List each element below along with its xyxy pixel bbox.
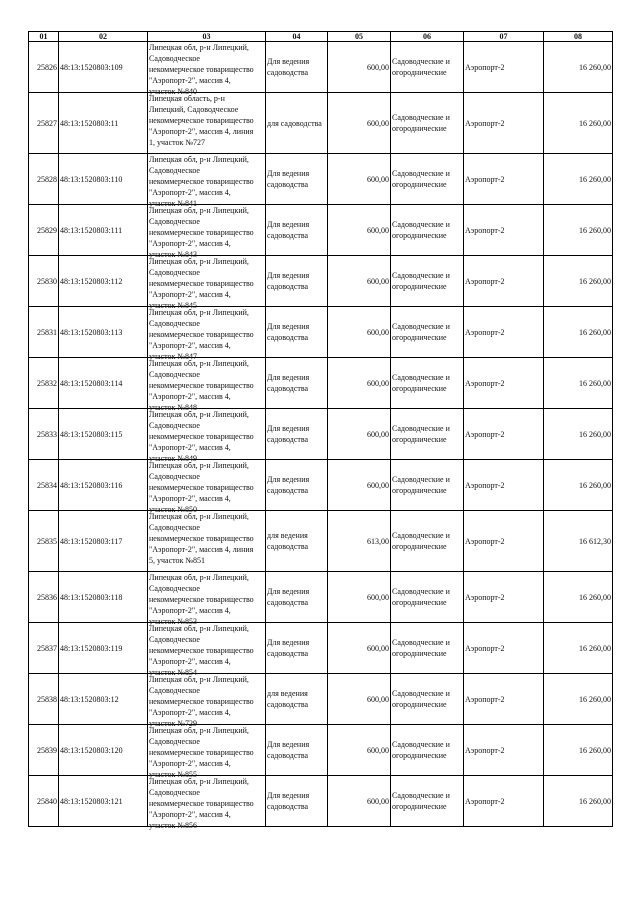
location-name: Аэропорт-2 bbox=[464, 358, 544, 409]
address-text: Липецкая обл, р-н Липецкий, Садоводческое некоммерческое товарищество "Аэропорт-2", массив 4, участок №841 bbox=[149, 155, 254, 208]
row-number: 25826 bbox=[29, 42, 59, 93]
address-text: Липецкая обл, р-н Липецкий, Садоводческое некоммерческое товарищество "Аэропорт-2", массив 4, участок №849 bbox=[149, 410, 254, 463]
column-header-07: 07 bbox=[464, 32, 544, 42]
table-row bbox=[29, 674, 613, 725]
cadastral-number: 48:13:1520803:12 bbox=[59, 674, 148, 725]
table-row bbox=[29, 572, 613, 623]
cadastral-number: 48:13:1520803:111 bbox=[59, 205, 148, 256]
area-value: 600,00 bbox=[328, 42, 391, 93]
row-number: 25840 bbox=[29, 776, 59, 827]
area-value: 600,00 bbox=[328, 776, 391, 827]
address-cell bbox=[148, 776, 266, 830]
address-cell bbox=[148, 42, 266, 96]
address-text: Липецкая обл, р-н Липецкий, Садоводческое некоммерческое товарищество "Аэропорт-2", массив 4, участок №729 bbox=[149, 675, 254, 728]
column-header-08: 08 bbox=[544, 32, 613, 42]
land-category: Садоводческие и огороднические bbox=[391, 674, 464, 725]
land-category: Садоводческие и огороднические bbox=[391, 623, 464, 674]
cadastral-number: 48:13:1520803:116 bbox=[59, 460, 148, 511]
permitted-use: для ведения садоводства bbox=[266, 674, 328, 725]
address-text: Липецкая обл, р-н Липецкий, Садоводческое некоммерческое товарищество "Аэропорт-2", массив 4, участок №855 bbox=[149, 726, 254, 779]
column-header-03: 03 bbox=[148, 32, 266, 42]
cadastral-value: 16 260,00 bbox=[544, 154, 613, 205]
row-number: 25829 bbox=[29, 205, 59, 256]
area-value: 600,00 bbox=[328, 358, 391, 409]
address-cell bbox=[148, 154, 266, 208]
address-text: Липецкая обл, р-н Липецкий, Садоводческое некоммерческое товарищество "Аэропорт-2", массив 4, участок №848 bbox=[149, 359, 254, 412]
cadastral-value: 16 260,00 bbox=[544, 776, 613, 827]
row-number: 25833 bbox=[29, 409, 59, 460]
address-text: Липецкая область, р-н Липецкий, Садоводческое некоммерческое товарищество "Аэропорт-2", массив 4, линия 1, участок №727 bbox=[149, 94, 254, 147]
permitted-use: для садоводства bbox=[266, 93, 328, 154]
land-category: Садоводческие и огороднические bbox=[391, 572, 464, 623]
location-name: Аэропорт-2 bbox=[464, 409, 544, 460]
address-text: Липецкая обл, р-н Липецкий, Садоводческое некоммерческое товарищество "Аэропорт-2", массив 4, участок №847 bbox=[149, 308, 254, 361]
land-category: Садоводческие и огороднические bbox=[391, 307, 464, 358]
land-category: Садоводческие и огороднические bbox=[391, 154, 464, 205]
cadastral-number: 48:13:1520803:109 bbox=[59, 42, 148, 93]
address-cell bbox=[148, 256, 266, 310]
area-value: 600,00 bbox=[328, 674, 391, 725]
cadastral-value: 16 260,00 bbox=[544, 256, 613, 307]
address-cell bbox=[148, 205, 266, 259]
area-value: 600,00 bbox=[328, 93, 391, 154]
row-number: 25838 bbox=[29, 674, 59, 725]
area-value: 600,00 bbox=[328, 307, 391, 358]
permitted-use: Для ведения садоводства bbox=[266, 409, 328, 460]
area-value: 600,00 bbox=[328, 205, 391, 256]
area-value: 600,00 bbox=[328, 725, 391, 776]
location-name: Аэропорт-2 bbox=[464, 307, 544, 358]
location-name: Аэропорт-2 bbox=[464, 205, 544, 256]
cadastral-number: 48:13:1520803:120 bbox=[59, 725, 148, 776]
cadastral-value: 16 260,00 bbox=[544, 674, 613, 725]
cadastral-number: 48:13:1520803:114 bbox=[59, 358, 148, 409]
address-text: Липецкая обл, р-н Липецкий, Садоводческое некоммерческое товарищество "Аэропорт-2", массив 4, линия 5, участок №851 bbox=[149, 512, 254, 565]
cadastral-value: 16 260,00 bbox=[544, 358, 613, 409]
area-value: 600,00 bbox=[328, 572, 391, 623]
cadastral-number: 48:13:1520803:117 bbox=[59, 511, 148, 572]
permitted-use: Для ведения садоводства bbox=[266, 42, 328, 93]
address-cell bbox=[148, 307, 266, 361]
permitted-use: Для ведения садоводства bbox=[266, 776, 328, 827]
cadastral-value: 16 612,30 bbox=[544, 511, 613, 572]
cadastral-number: 48:13:1520803:121 bbox=[59, 776, 148, 827]
cadastral-number: 48:13:1520803:118 bbox=[59, 572, 148, 623]
address-cell bbox=[148, 358, 266, 412]
cadastral-value: 16 260,00 bbox=[544, 205, 613, 256]
row-number: 25830 bbox=[29, 256, 59, 307]
location-name: Аэропорт-2 bbox=[464, 623, 544, 674]
location-name: Аэропорт-2 bbox=[464, 511, 544, 572]
row-number: 25827 bbox=[29, 93, 59, 154]
address-cell bbox=[148, 511, 266, 572]
row-number: 25828 bbox=[29, 154, 59, 205]
row-number: 25832 bbox=[29, 358, 59, 409]
permitted-use: Для ведения садоводства bbox=[266, 154, 328, 205]
cadastral-value: 16 260,00 bbox=[544, 460, 613, 511]
header-row bbox=[29, 32, 613, 42]
land-parcel-table bbox=[28, 31, 613, 830]
table-row bbox=[29, 42, 613, 93]
land-category: Садоводческие и огороднические bbox=[391, 42, 464, 93]
address-text: Липецкая обл, р-н Липецкий, Садоводческое некоммерческое товарищество "Аэропорт-2", массив 4, участок №854 bbox=[149, 624, 254, 677]
cadastral-value: 16 260,00 bbox=[544, 42, 613, 93]
address-cell bbox=[148, 725, 266, 779]
row-number: 25839 bbox=[29, 725, 59, 776]
table-row bbox=[29, 205, 613, 256]
location-name: Аэропорт-2 bbox=[464, 154, 544, 205]
location-name: Аэропорт-2 bbox=[464, 93, 544, 154]
table-row bbox=[29, 307, 613, 358]
permitted-use: Для ведения садоводства bbox=[266, 205, 328, 256]
area-value: 613,00 bbox=[328, 511, 391, 572]
cadastral-number: 48:13:1520803:110 bbox=[59, 154, 148, 205]
area-value: 600,00 bbox=[328, 256, 391, 307]
permitted-use: Для ведения садоводства bbox=[266, 460, 328, 511]
table-row bbox=[29, 623, 613, 674]
cadastral-value: 16 260,00 bbox=[544, 623, 613, 674]
permitted-use: Для ведения садоводства bbox=[266, 358, 328, 409]
row-number: 25836 bbox=[29, 572, 59, 623]
address-cell bbox=[148, 674, 266, 728]
row-number: 25831 bbox=[29, 307, 59, 358]
column-header-02: 02 bbox=[59, 32, 148, 42]
land-category: Садоводческие и огороднические bbox=[391, 358, 464, 409]
table-row bbox=[29, 409, 613, 460]
column-header-04: 04 bbox=[266, 32, 328, 42]
address-cell bbox=[148, 623, 266, 677]
land-category: Садоводческие и огороднические bbox=[391, 93, 464, 154]
location-name: Аэропорт-2 bbox=[464, 572, 544, 623]
land-category: Садоводческие и огороднические bbox=[391, 511, 464, 572]
cadastral-number: 48:13:1520803:112 bbox=[59, 256, 148, 307]
location-name: Аэропорт-2 bbox=[464, 42, 544, 93]
area-value: 600,00 bbox=[328, 409, 391, 460]
table-row bbox=[29, 460, 613, 511]
address-cell bbox=[148, 460, 266, 514]
permitted-use: Для ведения садоводства bbox=[266, 623, 328, 674]
area-value: 600,00 bbox=[328, 154, 391, 205]
address-cell bbox=[148, 572, 266, 626]
cadastral-value: 16 260,00 bbox=[544, 409, 613, 460]
location-name: Аэропорт-2 bbox=[464, 256, 544, 307]
cadastral-number: 48:13:1520803:115 bbox=[59, 409, 148, 460]
table-row bbox=[29, 776, 613, 827]
land-category: Садоводческие и огороднические bbox=[391, 460, 464, 511]
table-body bbox=[29, 42, 613, 830]
permitted-use: Для ведения садоводства bbox=[266, 725, 328, 776]
cadastral-number: 48:13:1520803:119 bbox=[59, 623, 148, 674]
address-text: Липецкая обл, р-н Липецкий, Садоводческое некоммерческое товарищество "Аэропорт-2", массив 4, участок №843 bbox=[149, 206, 254, 259]
cadastral-number: 48:13:1520803:113 bbox=[59, 307, 148, 358]
row-number: 25835 bbox=[29, 511, 59, 572]
table-row bbox=[29, 725, 613, 776]
table-row bbox=[29, 154, 613, 205]
cadastral-value: 16 260,00 bbox=[544, 725, 613, 776]
address-text: Липецкая обл, р-н Липецкий, Садоводческое некоммерческое товарищество "Аэропорт-2", массив 4, участок №845 bbox=[149, 257, 254, 310]
column-header-06: 06 bbox=[391, 32, 464, 42]
table-row bbox=[29, 93, 613, 154]
table-row bbox=[29, 358, 613, 409]
land-category: Садоводческие и огороднические bbox=[391, 205, 464, 256]
land-category: Садоводческие и огороднические bbox=[391, 776, 464, 827]
row-number: 25837 bbox=[29, 623, 59, 674]
address-cell bbox=[148, 93, 266, 154]
address-text: Липецкая обл, р-н Липецкий, Садоводческое некоммерческое товарищество "Аэропорт-2", массив 4, участок №840 bbox=[149, 43, 254, 96]
column-header-01: 01 bbox=[29, 32, 59, 42]
area-value: 600,00 bbox=[328, 460, 391, 511]
cadastral-value: 16 260,00 bbox=[544, 572, 613, 623]
permitted-use: Для ведения садоводства bbox=[266, 572, 328, 623]
table-row bbox=[29, 511, 613, 572]
permitted-use: для ведения садоводства bbox=[266, 511, 328, 572]
address-cell bbox=[148, 409, 266, 463]
permitted-use: Для ведения садоводства bbox=[266, 256, 328, 307]
area-value: 600,00 bbox=[328, 623, 391, 674]
cadastral-number: 48:13:1520803:11 bbox=[59, 93, 148, 154]
land-category: Садоводческие и огороднические bbox=[391, 409, 464, 460]
address-text: Липецкая обл, р-н Липецкий, Садоводческое некоммерческое товарищество "Аэропорт-2", массив 4, участок №850 bbox=[149, 461, 254, 514]
location-name: Аэропорт-2 bbox=[464, 725, 544, 776]
location-name: Аэропорт-2 bbox=[464, 674, 544, 725]
cadastral-value: 16 260,00 bbox=[544, 307, 613, 358]
row-number: 25834 bbox=[29, 460, 59, 511]
column-header-05: 05 bbox=[328, 32, 391, 42]
address-text: Липецкая обл, р-н Липецкий, Садоводческое некоммерческое товарищество "Аэропорт-2", массив 4, участок №856 bbox=[149, 777, 254, 830]
table-row bbox=[29, 256, 613, 307]
cadastral-value: 16 260,00 bbox=[544, 93, 613, 154]
location-name: Аэропорт-2 bbox=[464, 460, 544, 511]
location-name: Аэропорт-2 bbox=[464, 776, 544, 827]
permitted-use: Для ведения садоводства bbox=[266, 307, 328, 358]
land-category: Садоводческие и огороднические bbox=[391, 725, 464, 776]
address-text: Липецкая обл, р-н Липецкий, Садоводческое некоммерческое товарищество "Аэропорт-2", массив 4, участок №853 bbox=[149, 573, 254, 626]
land-category: Садоводческие и огороднические bbox=[391, 256, 464, 307]
